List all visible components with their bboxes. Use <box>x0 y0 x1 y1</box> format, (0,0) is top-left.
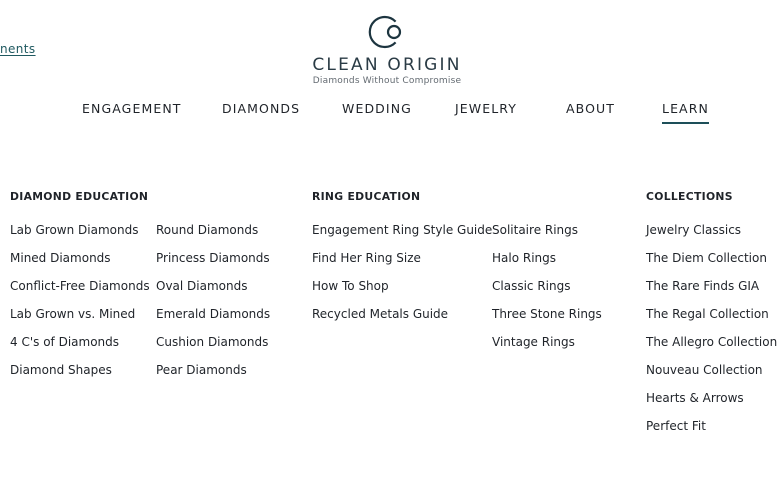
menu-link[interactable]: Hearts & Arrows <box>646 391 744 405</box>
menu-link[interactable]: Halo Rings <box>492 251 557 265</box>
menu-link[interactable]: The Rare Finds GIA <box>646 279 760 293</box>
menu-link[interactable]: Vintage Rings <box>492 335 575 349</box>
ring-education-heading: RING EDUCATION <box>312 190 421 203</box>
collections-heading: COLLECTIONS <box>646 190 733 203</box>
menu-link[interactable]: Emerald Diamonds <box>156 307 271 321</box>
menu-link[interactable]: The Allegro Collection <box>646 335 777 349</box>
brand-name: CLEAN ORIGIN <box>312 55 462 75</box>
menu-link[interactable]: 4 C's of Diamonds <box>10 335 120 349</box>
nav-wedding[interactable]: WEDDING <box>342 101 412 116</box>
menu-link[interactable]: Jewelry Classics <box>646 223 742 237</box>
menu-link[interactable]: Pear Diamonds <box>156 363 247 377</box>
partial-top-link[interactable]: nents <box>0 42 36 56</box>
menu-link[interactable]: Diamond Shapes <box>10 363 112 377</box>
menu-link[interactable]: Princess Diamonds <box>156 251 270 265</box>
nav-about[interactable]: ABOUT <box>566 101 616 116</box>
menu-link[interactable]: Round Diamonds <box>156 223 259 237</box>
learn-mega-menu <box>0 186 777 486</box>
menu-link[interactable]: Engagement Ring Style Guide <box>312 223 493 237</box>
main-nav <box>0 101 747 131</box>
ring-education-list-1 <box>312 223 492 335</box>
menu-link[interactable]: Classic Rings <box>492 279 571 293</box>
diamond-education-list-2 <box>156 223 270 391</box>
menu-link[interactable]: Conflict-Free Diamonds <box>10 279 150 293</box>
diamond-education-heading: DIAMOND EDUCATION <box>10 190 149 203</box>
nav-learn[interactable]: LEARN <box>662 101 709 124</box>
menu-link[interactable]: The Diem Collection <box>646 251 767 265</box>
nav-jewelry[interactable]: JEWELRY <box>455 101 518 116</box>
menu-link[interactable]: Three Stone Rings <box>492 307 602 321</box>
diamond-education-list-1 <box>10 223 150 391</box>
ring-education-list-2 <box>492 223 602 363</box>
menu-link[interactable]: Mined Diamonds <box>10 251 111 265</box>
menu-link[interactable]: Cushion Diamonds <box>156 335 269 349</box>
nav-diamonds[interactable]: DIAMONDS <box>222 101 301 116</box>
nav-engagement[interactable]: ENGAGEMENT <box>82 101 182 116</box>
menu-link[interactable]: Lab Grown Diamonds <box>10 223 139 237</box>
menu-link[interactable]: Nouveau Collection <box>646 363 763 377</box>
brand-logo[interactable] <box>300 10 474 88</box>
menu-link[interactable]: The Regal Collection <box>646 307 769 321</box>
collections-list <box>646 223 777 447</box>
menu-link[interactable]: Recycled Metals Guide <box>312 307 449 321</box>
menu-link[interactable]: Lab Grown vs. Mined <box>10 307 136 321</box>
menu-link[interactable]: Solitaire Rings <box>492 223 579 237</box>
menu-link[interactable]: Oval Diamonds <box>156 279 248 293</box>
brand-tagline: Diamonds Without Compromise <box>312 76 462 86</box>
logo-monogram-icon <box>365 10 409 54</box>
menu-link[interactable]: Perfect Fit <box>646 419 706 433</box>
menu-link[interactable]: How To Shop <box>312 279 389 293</box>
menu-link[interactable]: Find Her Ring Size <box>312 251 421 265</box>
